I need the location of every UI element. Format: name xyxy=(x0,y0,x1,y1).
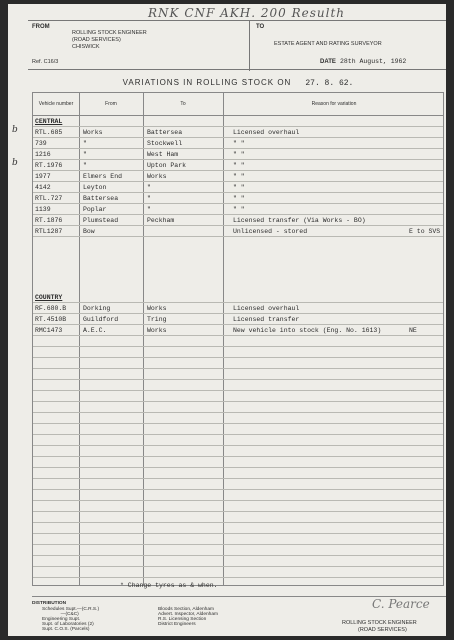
from-cell: Poplar xyxy=(83,206,107,213)
from-block xyxy=(28,21,250,71)
empty-row xyxy=(33,380,443,391)
from-cell: Elmers End xyxy=(83,173,123,180)
to-cell: West Ham xyxy=(147,151,179,158)
vehicle-cell: RT.1876 xyxy=(35,217,63,224)
memo-header xyxy=(28,20,446,70)
vehicle-cell: 1977 xyxy=(35,173,51,180)
from-cell: " xyxy=(83,151,87,158)
from-cell: Bow xyxy=(83,228,95,235)
table-row xyxy=(33,204,443,215)
to-cell: Works xyxy=(147,327,167,334)
empty-row xyxy=(33,369,443,380)
from-line-1: ROLLING STOCK ENGINEER xyxy=(72,30,147,36)
to-cell: Upton Park xyxy=(147,162,187,169)
dist-left-4: Supt. of Laboratories (2) xyxy=(42,622,94,627)
reason-cell: " " xyxy=(233,184,245,191)
reason-cell: " " xyxy=(233,151,245,158)
to-cell: " xyxy=(147,195,151,202)
footnote: * Change tyres as & when. xyxy=(120,582,218,589)
vehicle-cell: 1216 xyxy=(35,151,51,158)
col-header-from: From xyxy=(105,101,117,107)
table-row xyxy=(33,171,443,182)
empty-row xyxy=(33,545,443,556)
empty-row xyxy=(33,358,443,369)
table-row xyxy=(33,127,443,138)
reason-cell: Unlicensed - stored xyxy=(233,228,308,235)
reason-cell: Licensed overhaul xyxy=(233,305,300,312)
table-row xyxy=(33,215,443,226)
title-date: 27. 8. 62. xyxy=(305,79,354,88)
distribution-label: DISTRIBUTION xyxy=(32,601,67,606)
extra-cell: E to SVS xyxy=(409,228,441,235)
empty-row xyxy=(33,567,443,578)
from-line-2: (ROAD SERVICES) xyxy=(72,37,121,43)
reason-cell: " " xyxy=(233,206,245,213)
section-row xyxy=(33,292,443,303)
vehicle-cell: RTL.685 xyxy=(35,129,63,136)
reason-cell: Licensed transfer xyxy=(233,316,300,323)
to-cell: Battersea xyxy=(147,129,183,136)
extra-cell: NE xyxy=(409,327,417,334)
vehicle-cell: RT.4510B xyxy=(35,316,67,323)
document-sheet xyxy=(8,4,446,636)
vehicle-cell: RF.680.B xyxy=(35,305,67,312)
table-row xyxy=(33,226,443,237)
date-value: 28th August, 1962 xyxy=(340,58,407,65)
title-text: VARIATIONS IN ROLLING STOCK ON xyxy=(122,78,292,87)
dist-left-2: —(C&C) xyxy=(42,612,79,617)
to-cell: Stockwell xyxy=(147,140,183,147)
margin-mark: b xyxy=(12,158,18,168)
table-row xyxy=(33,303,443,314)
table-row xyxy=(33,325,443,336)
to-cell: " xyxy=(147,206,151,213)
dist-mid-2: Advert. Inspector, Aldenham xyxy=(158,612,218,617)
section-heading: CENTRAL xyxy=(35,118,63,125)
section-heading: COUNTRY xyxy=(35,294,63,301)
reason-cell: " " xyxy=(233,140,245,147)
col-header-reason: Reason for variation xyxy=(311,101,357,107)
sign-sub: (ROAD SERVICES) xyxy=(358,627,407,633)
reason-cell: " " xyxy=(233,195,245,202)
empty-row xyxy=(33,556,443,567)
from-cell: Works xyxy=(83,129,103,136)
handwritten-annotation: RNK CNF AKH. 200 Resulth xyxy=(148,6,345,20)
from-cell: " xyxy=(83,162,87,169)
from-cell: Plumstead xyxy=(83,217,119,224)
table-row xyxy=(33,149,443,160)
signature: C. Pearce xyxy=(372,597,430,611)
table-row xyxy=(33,314,443,325)
reference: Ref. C16/3 xyxy=(32,59,59,65)
sign-title: ROLLING STOCK ENGINEER xyxy=(342,620,417,626)
vehicle-cell: 739 xyxy=(35,140,47,147)
empty-row xyxy=(33,446,443,457)
dist-mid-4: District Engineers xyxy=(158,622,196,627)
variations-table xyxy=(32,92,444,586)
from-cell: Battersea xyxy=(83,195,119,202)
empty-row xyxy=(33,523,443,534)
from-cell: A.E.C. xyxy=(83,327,107,334)
empty-row xyxy=(33,435,443,446)
vehicle-cell: RTL.727 xyxy=(35,195,63,202)
reason-cell: " " xyxy=(233,162,245,169)
to-cell: Works xyxy=(147,305,167,312)
margin-mark: b xyxy=(12,125,18,135)
empty-row xyxy=(33,424,443,435)
reason-cell: New vehicle into stock (Eng. No. 1613) xyxy=(233,327,382,334)
to-cell: Tring xyxy=(147,316,167,323)
page-title xyxy=(30,78,446,92)
empty-row xyxy=(33,402,443,413)
vehicle-cell: 4142 xyxy=(35,184,51,191)
dist-mid-1: Bloods Section, Aldenham xyxy=(158,607,215,612)
col-header-to: To xyxy=(180,101,186,107)
dist-left-3: Engineering Supt. xyxy=(42,617,81,622)
from-cell: Guildford xyxy=(83,316,119,323)
vehicle-cell: RMC1473 xyxy=(35,327,63,334)
empty-row xyxy=(33,413,443,424)
from-cell: " xyxy=(83,140,87,147)
vehicle-cell: RT.1976 xyxy=(35,162,63,169)
empty-row xyxy=(33,490,443,501)
empty-row xyxy=(33,468,443,479)
col-header-vehicle: Vehicle number xyxy=(38,101,74,107)
vehicle-cell: 1139 xyxy=(35,206,51,213)
empty-row xyxy=(33,479,443,490)
empty-row xyxy=(33,347,443,358)
reason-cell: " " xyxy=(233,173,245,180)
section-row xyxy=(33,116,443,127)
dist-left-1: Schedules Supt.—(C.R.S.) xyxy=(42,607,100,612)
to-text: ESTATE AGENT AND RATING SURVEYOR xyxy=(274,41,382,47)
table-row xyxy=(33,182,443,193)
empty-row xyxy=(33,534,443,545)
table-row xyxy=(33,193,443,204)
empty-row xyxy=(33,512,443,523)
from-label: FROM xyxy=(32,24,50,30)
to-cell: " xyxy=(147,184,151,191)
distribution-footer xyxy=(32,596,446,636)
from-cell: Dorking xyxy=(83,305,111,312)
vehicle-cell: RTL1287 xyxy=(35,228,63,235)
to-cell: Peckham xyxy=(147,217,175,224)
empty-row xyxy=(33,336,443,347)
table-row xyxy=(33,160,443,171)
from-cell: Leyton xyxy=(83,184,107,191)
from-line-3: CHISWICK xyxy=(72,44,100,50)
dist-mid-3: R.S. Licensing Section xyxy=(158,617,207,622)
empty-row xyxy=(33,391,443,402)
to-label: TO xyxy=(256,24,265,30)
to-cell: Works xyxy=(147,173,167,180)
empty-row xyxy=(33,457,443,468)
reason-cell: Licensed transfer (Via Works - BO) xyxy=(233,217,366,224)
table-row xyxy=(33,138,443,149)
empty-row xyxy=(33,501,443,512)
date-label: DATE xyxy=(320,59,336,65)
reason-cell: Licensed overhaul xyxy=(233,129,300,136)
dist-left-5: Supt. C.O.S. (Parcels) xyxy=(42,627,90,632)
